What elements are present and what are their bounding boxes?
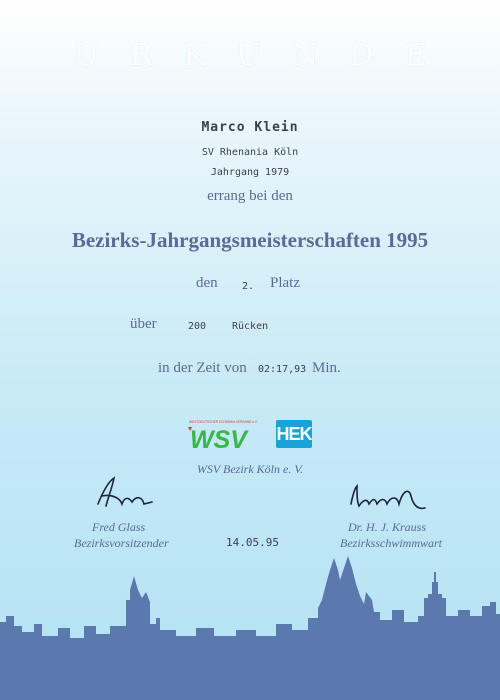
placement-value: 2. bbox=[242, 281, 255, 292]
achieved-text: errang bei den bbox=[207, 188, 293, 204]
time-value: 02:17,93 bbox=[258, 364, 307, 375]
stroke-name: Rücken bbox=[232, 321, 269, 332]
left-signature bbox=[92, 474, 162, 514]
time-prefix: in der Zeit von bbox=[158, 360, 247, 376]
left-signer-name: Fred Glass bbox=[92, 520, 146, 534]
placement-prefix: den bbox=[196, 275, 218, 291]
right-signature bbox=[345, 478, 435, 518]
cologne-skyline bbox=[0, 540, 500, 700]
placement-suffix: Platz bbox=[270, 275, 300, 291]
recipient-name: Marco Klein bbox=[201, 120, 299, 135]
club-name: SV Rhenania Köln bbox=[201, 147, 299, 158]
association-name: WSV Bezirk Köln e. V. bbox=[196, 462, 304, 476]
wsv-label: WSV bbox=[190, 426, 247, 451]
birth-year: Jahrgang 1979 bbox=[210, 167, 290, 178]
hek-logo: HEK bbox=[276, 420, 312, 448]
issue-date: 14.05.95 bbox=[226, 536, 279, 549]
wsv-logo bbox=[186, 417, 263, 451]
certificate-title: URKUNDE bbox=[73, 38, 458, 73]
skyline-silhouette bbox=[0, 556, 500, 700]
wsv-small-text: WESTDEUTSCHER SCHWIMM-VERBAND e.V. bbox=[189, 420, 258, 424]
left-signer-role: Bezirksvorsitzender bbox=[74, 536, 169, 550]
right-signer-name: Dr. H. J. Krauss bbox=[348, 520, 427, 534]
distance-prefix: über bbox=[130, 316, 157, 332]
distance-value: 200 bbox=[188, 321, 207, 332]
time-suffix: Min. bbox=[312, 360, 341, 376]
right-signer-role: Bezirksschwimmwart bbox=[340, 536, 442, 550]
event-title: Bezirks-Jahrgangsmeisterschaften 1995 bbox=[71, 228, 429, 252]
